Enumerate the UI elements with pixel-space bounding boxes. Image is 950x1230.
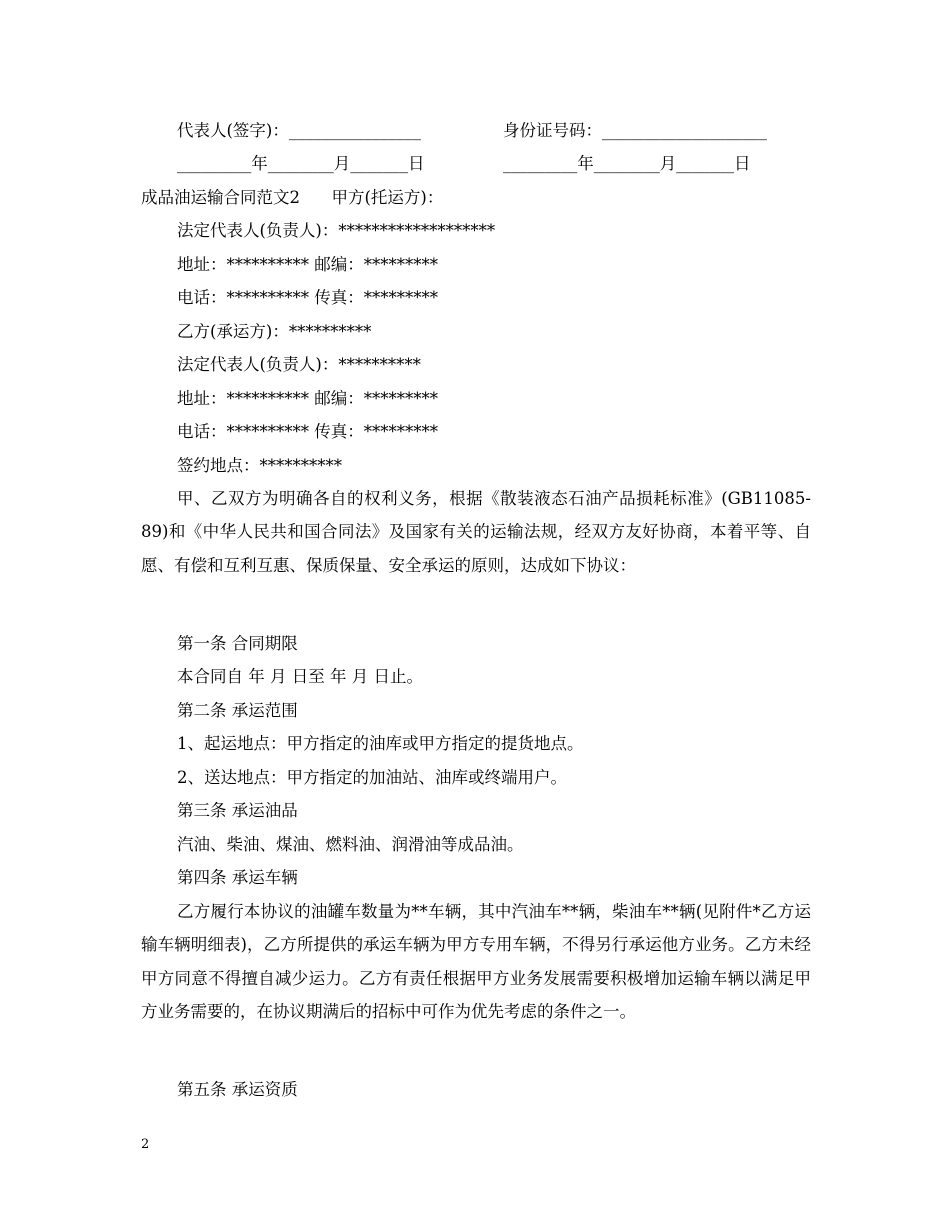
party-b-legal-rep: 法定代表人(负责人)：**********	[177, 355, 421, 374]
contract-heading-line: 成品油运输合同范文2 甲方(托运方)：	[141, 188, 444, 207]
party-a-phone: 电话：********** 传真：*********	[177, 288, 438, 307]
party-b-phone: 电话：********** 传真：*********	[177, 422, 438, 441]
party-a-address: 地址：********** 邮编：*********	[177, 255, 438, 274]
article1-title: 第一条 合同期限	[177, 634, 298, 653]
party-b-name: 乙方(承运方)：**********	[177, 322, 372, 341]
article4-paragraph: 乙方履行本协议的油罐车数量为**车辆，其中汽油车**辆，柴油车**辆(见附件*乙方运输车辆明细表)，乙方所提供的承运车辆为甲方专用车辆，不得另行承运他方业务。乙方未经甲方同意不得擅自减少运力。乙方有责任根据甲方业务发展需要积极增加运输车辆以满足甲方业务需要的，在协议期满后的招标中可作为优先考虑的条件之一。	[141, 902, 811, 1022]
article2-title: 第二条 承运范围	[177, 701, 298, 720]
id-number-field: 身份证号码：____________________	[503, 121, 767, 140]
sign-place: 签约地点：**********	[177, 456, 342, 475]
representative-signature-field: 代表人(签字)：________________	[177, 121, 421, 140]
party-a-legal-rep: 法定代表人(负责人)：*******************	[177, 221, 496, 240]
article2-item1: 1、起运地点：甲方指定的油库或甲方指定的提货地点。	[177, 734, 584, 753]
article1-body: 本合同自 年 月 日至 年 月 日止。	[177, 667, 423, 686]
article3-body: 汽油、柴油、煤油、燃料油、润滑油等成品油。	[177, 835, 524, 854]
signature-date-right: _________年________月_______日	[503, 154, 751, 173]
article5-title: 第五条 承运资质	[177, 1080, 298, 1099]
party-b-address: 地址：********** 邮编：*********	[177, 389, 438, 408]
article4-title: 第四条 承运车辆	[177, 868, 298, 887]
signature-date-left: _________年________月_______日	[177, 154, 425, 173]
article2-item2: 2、送达地点：甲方指定的加油站、油库或终端用户。	[177, 768, 567, 787]
page-number: 2	[141, 1137, 150, 1152]
preamble-paragraph: 甲、乙双方为明确各自的权利义务，根据《散装液态石油产品损耗标准》(GB11085-89)和《中华人民共和国合同法》及国家有关的运输法规，经双方友好协商，本着平等、自愿、有偿和互利互惠、保质保量、安全承运的原则，达成如下协议：	[141, 489, 811, 575]
article3-title: 第三条 承运油品	[177, 801, 298, 820]
